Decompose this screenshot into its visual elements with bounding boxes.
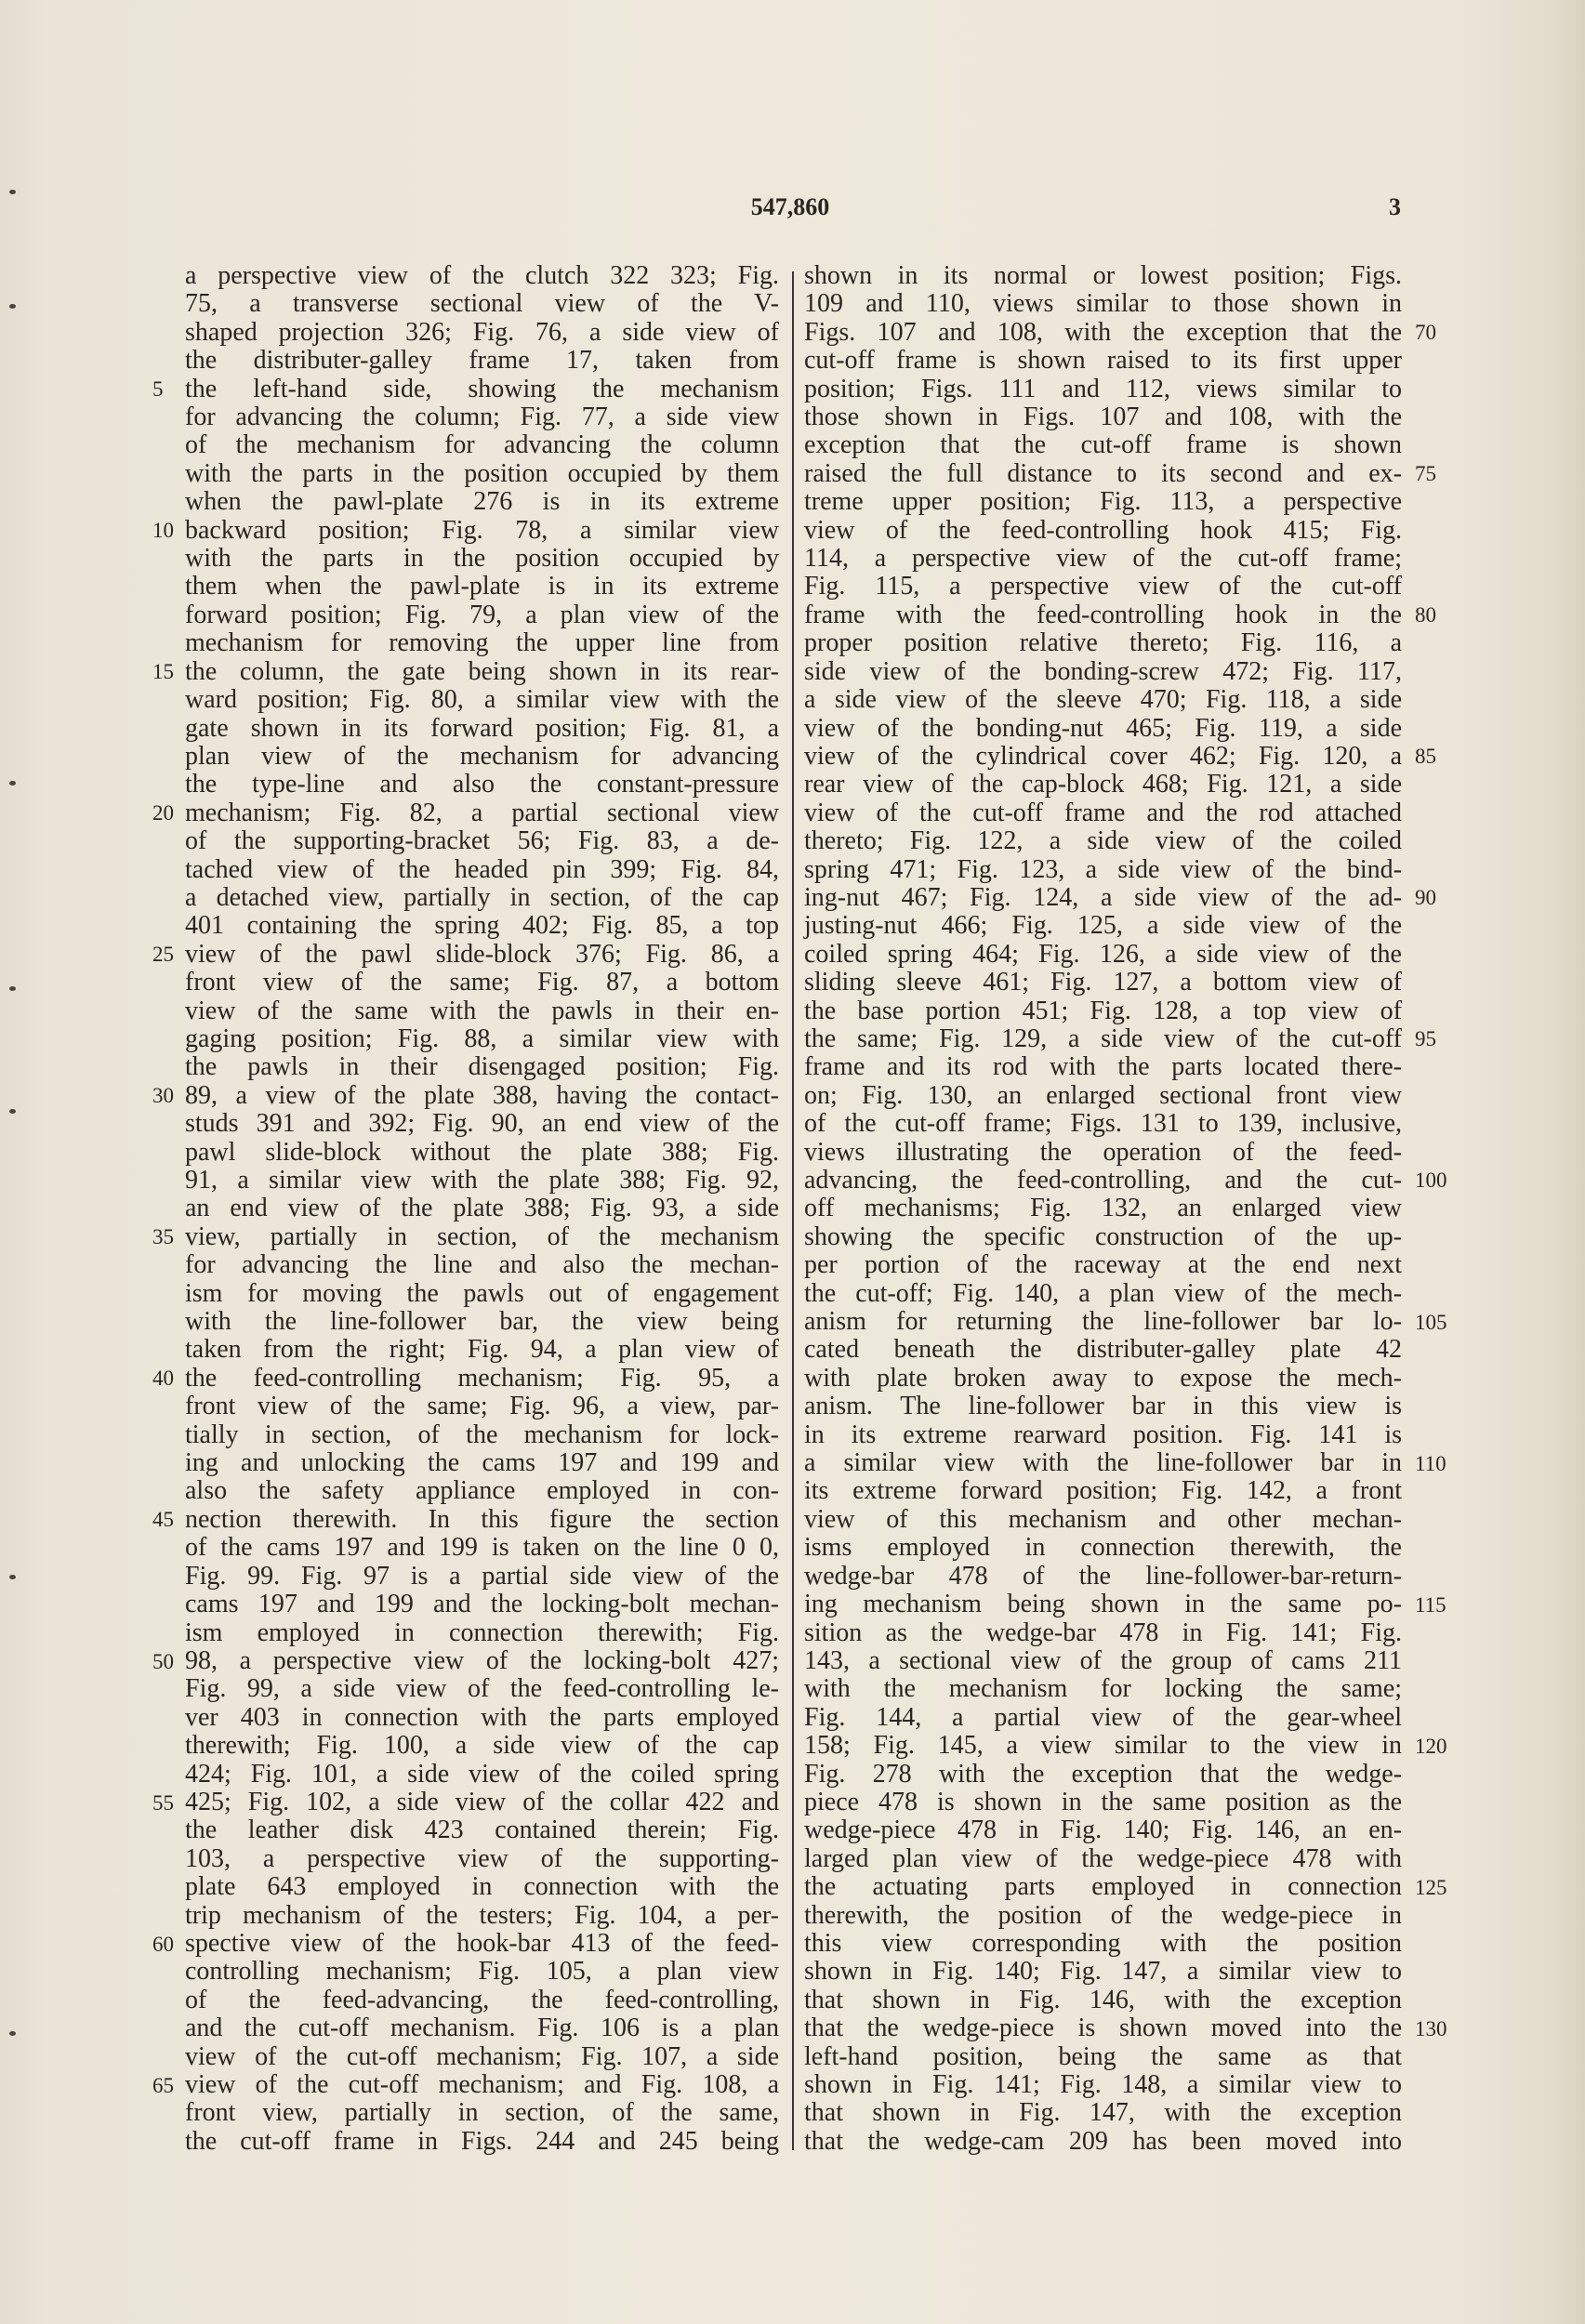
text-line: with plate broken away to expose the mech- — [804, 1363, 1402, 1393]
left-column — [152, 261, 779, 2156]
text-line: gate shown in its forward position; Fig. 81, a — [185, 713, 779, 743]
text-line: this view corresponding with the position — [804, 1928, 1402, 1958]
text-line: 75, a transverse sectional view of the V- — [185, 289, 779, 319]
text-line: view of the cut-off mechanism; Fig. 107, a side — [185, 2041, 779, 2071]
text-line: rear view of the cap-block 468; Fig. 121, a side — [804, 770, 1402, 799]
text-line: anism. The line-follower bar in this view is — [804, 1392, 1402, 1421]
text-line: left-hand position, being the same as that — [804, 2041, 1402, 2071]
text-line: the column, the gate being shown in its rear- — [185, 656, 779, 686]
text-line: view of this mechanism and other mechan- — [804, 1504, 1402, 1534]
margin-line-number: 120 — [1415, 1734, 1447, 1758]
text-line: them when the pawl-plate is in its extreme — [185, 572, 779, 601]
text-line: ward position; Fig. 80, a similar view with the — [185, 685, 779, 715]
text-line: view of the cylindrical cover 462; Fig. 120, a — [804, 741, 1402, 771]
text-line: position; Figs. 111 and 112, views similar to — [804, 374, 1402, 403]
text-line: view of the same with the pawls in their en- — [185, 996, 779, 1025]
text-line: therewith; Fig. 100, a side view of the cap — [185, 1731, 779, 1761]
text-line: a perspective view of the clutch 322 323; Fig. — [185, 261, 779, 290]
text-line: and the cut-off mechanism. Fig. 106 is a plan — [185, 2014, 779, 2043]
text-line: of the feed-advancing, the feed-controlling, — [185, 1985, 779, 2014]
binding-hole-mark — [9, 986, 16, 991]
text-line: Fig. 144, a partial view of the gear-wheel — [804, 1702, 1402, 1732]
text-line: sition as the wedge-bar 478 in Fig. 141; Fig. — [804, 1618, 1402, 1647]
text-line: raised the full distance to its second and ex- — [804, 458, 1402, 488]
text-line: shown in Fig. 141; Fig. 148, a similar view to — [804, 2070, 1402, 2099]
text-line: front view of the same; Fig. 96, a view, par- — [185, 1392, 779, 1421]
text-line: tially in section, of the mechanism for lock- — [185, 1419, 779, 1449]
text-line: the actuating parts employed in connection — [804, 1872, 1402, 1902]
text-line: treme upper position; Fig. 113, a perspective — [804, 487, 1402, 517]
text-line: nection therewith. In this figure the section — [185, 1504, 779, 1534]
margin-line-number: 20 — [152, 800, 174, 825]
text-line: that the wedge-piece is shown moved into the — [804, 2014, 1402, 2043]
text-line: tached view of the headed pin 399; Fig. 84, — [185, 854, 779, 884]
text-line: front view of the same; Fig. 87, a bottom — [185, 968, 779, 997]
margin-line-number: 95 — [1415, 1027, 1436, 1051]
text-line: spective view of the hook-bar 413 of the feed- — [185, 1928, 779, 1958]
text-line: shaped projection 326; Fig. 76, a side view of — [185, 317, 779, 347]
binding-hole-mark — [9, 781, 16, 786]
text-line: taken from the right; Fig. 94, a plan view of — [185, 1335, 779, 1365]
binding-hole-mark — [9, 190, 16, 194]
text-line: per portion of the raceway at the end next — [804, 1250, 1402, 1280]
text-line: proper position relative thereto; Fig. 116, a — [804, 628, 1402, 658]
text-line: with the parts in the position occupied by — [185, 544, 779, 574]
text-line: 91, a similar view with the plate 388; Fig. 92, — [185, 1166, 779, 1195]
text-line: 114, a perspective view of the cut-off frame; — [804, 544, 1402, 574]
text-line: cams 197 and 199 and the locking-bolt mechan- — [185, 1590, 779, 1619]
text-line: 424; Fig. 101, a side view of the coiled spring — [185, 1759, 779, 1789]
text-line: view of the bonding-nut 465; Fig. 119, a side — [804, 713, 1402, 743]
text-line: wedge-piece 478 in Fig. 140; Fig. 146, an en- — [804, 1816, 1402, 1845]
text-line: anism for returning the line-follower bar lo- — [804, 1307, 1402, 1337]
text-line: those shown in Figs. 107 and 108, with the — [804, 403, 1402, 432]
text-line: with the parts in the position occupied by them — [185, 458, 779, 488]
text-line: views illustrating the operation of the feed- — [804, 1137, 1402, 1167]
margin-line-number: 115 — [1415, 1592, 1446, 1617]
text-line: 103, a perspective view of the supporting- — [185, 1843, 779, 1873]
text-line: mechanism for removing the upper line from — [185, 628, 779, 658]
binding-hole-mark — [9, 1575, 16, 1579]
text-line: backward position; Fig. 78, a similar view — [185, 515, 779, 545]
text-line: controlling mechanism; Fig. 105, a plan view — [185, 1957, 779, 1987]
text-line: studs 391 and 392; Fig. 90, an end view of the — [185, 1109, 779, 1139]
margin-line-number: 70 — [1415, 320, 1436, 344]
text-line: for advancing the column; Fig. 77, a side view — [185, 403, 779, 432]
margin-line-number: 105 — [1415, 1310, 1447, 1334]
text-line: an end view of the plate 388; Fig. 93, a side — [185, 1194, 779, 1223]
text-line: the left-hand side, showing the mechanism — [185, 374, 779, 403]
text-line: isms employed in connection therewith, the — [804, 1533, 1402, 1563]
text-line: frame with the feed-controlling hook in the — [804, 600, 1402, 629]
text-line: Fig. 99, a side view of the feed-controlling le- — [185, 1674, 779, 1704]
text-line: plan view of the mechanism for advancing — [185, 741, 779, 771]
text-line: front view, partially in section, of the same, — [185, 2098, 779, 2128]
margin-line-number: 80 — [1415, 603, 1436, 627]
text-line: sliding sleeve 461; Fig. 127, a bottom view of — [804, 968, 1402, 997]
text-line: view of the feed-controlling hook 415; Fig. — [804, 515, 1402, 545]
text-line: its extreme forward position; Fig. 142, a front — [804, 1476, 1402, 1506]
text-line: ism employed in connection therewith; Fig. — [185, 1618, 779, 1647]
text-line: therewith, the position of the wedge-piece in — [804, 1900, 1402, 1930]
text-line: side view of the bonding-screw 472; Fig. 117, — [804, 656, 1402, 686]
text-line: frame and its rod with the parts located there- — [804, 1052, 1402, 1082]
margin-line-number: 25 — [152, 943, 174, 967]
text-line: shown in Fig. 140; Fig. 147, a similar view to — [804, 1957, 1402, 1987]
margin-line-number: 50 — [152, 1649, 174, 1673]
text-line: the feed-controlling mechanism; Fig. 95, a — [185, 1363, 779, 1393]
text-line: trip mechanism of the testers; Fig. 104, a per- — [185, 1900, 779, 1930]
margin-line-number: 85 — [1415, 745, 1436, 769]
text-line: exception that the cut-off frame is shown — [804, 430, 1402, 460]
binding-hole-mark — [9, 304, 16, 309]
page-number: 3 — [1389, 193, 1401, 220]
text-line: showing the specific construction of the up- — [804, 1221, 1402, 1251]
text-line: ing-nut 467; Fig. 124, a side view of the ad- — [804, 882, 1402, 912]
text-line: ism for moving the pawls out of engagement — [185, 1278, 779, 1308]
text-line: the type-line and also the constant-pressure — [185, 770, 779, 799]
text-line: 89, a view of the plate 388, having the contact- — [185, 1080, 779, 1110]
margin-line-number: 35 — [152, 1225, 174, 1249]
text-line: 401 containing the spring 402; Fig. 85, a top — [185, 911, 779, 941]
text-line: justing-nut 466; Fig. 125, a side view of the — [804, 911, 1402, 941]
text-line: Figs. 107 and 108, with the exception that the — [804, 317, 1402, 347]
text-line: shown in its normal or lowest position; Figs. — [804, 261, 1402, 290]
margin-line-number: 10 — [152, 518, 174, 542]
margin-line-number: 65 — [152, 2073, 174, 2097]
text-line: cated beneath the distributer-galley plate 42 — [804, 1335, 1402, 1365]
text-line: of the cams 197 and 199 is taken on the line 0 0, — [185, 1533, 779, 1563]
text-line: with the mechanism for locking the same; — [804, 1674, 1402, 1704]
margin-line-number: 90 — [1415, 886, 1436, 910]
margin-line-number: 130 — [1415, 2017, 1447, 2041]
text-line: view, partially in section, of the mechanism — [185, 1221, 779, 1251]
text-line: the cut-off; Fig. 140, a plan view of the mech- — [804, 1278, 1402, 1308]
margin-line-number: 30 — [152, 1084, 174, 1108]
text-line: thereto; Fig. 122, a side view of the coiled — [804, 826, 1402, 856]
text-line: the pawls in their disengaged position; Fig. — [185, 1052, 779, 1082]
text-line: mechanism; Fig. 82, a partial sectional view — [185, 798, 779, 827]
text-line: 98, a perspective view of the locking-bolt 427; — [185, 1645, 779, 1675]
text-line: plate 643 employed in connection with the — [185, 1872, 779, 1902]
right-column — [804, 261, 1447, 2156]
text-line: with the line-follower bar, the view being — [185, 1307, 779, 1337]
margin-line-number: 45 — [152, 1508, 174, 1532]
text-line: 158; Fig. 145, a view similar to the view in — [804, 1731, 1402, 1761]
text-line: for advancing the line and also the mechan- — [185, 1250, 779, 1280]
text-line: of the mechanism for advancing the column — [185, 430, 779, 460]
text-line: advancing, the feed-controlling, and the cut- — [804, 1166, 1402, 1195]
margin-line-number: 15 — [152, 659, 174, 683]
text-line: piece 478 is shown in the same position as the — [804, 1787, 1402, 1816]
column-divider — [792, 271, 794, 2150]
margin-line-number: 125 — [1415, 1875, 1447, 1899]
text-line: gaging position; Fig. 88, a similar view with — [185, 1023, 779, 1053]
text-line: view of the pawl slide-block 376; Fig. 86, a — [185, 939, 779, 969]
text-line: a similar view with the line-follower bar in — [804, 1448, 1402, 1478]
text-line: the cut-off frame in Figs. 244 and 245 being — [185, 2126, 779, 2156]
text-line: of the supporting-bracket 56; Fig. 83, a de- — [185, 826, 779, 856]
text-line: that shown in Fig. 147, with the exception — [804, 2098, 1402, 2128]
text-line: also the safety appliance employed in con- — [185, 1476, 779, 1506]
margin-line-number: 110 — [1415, 1451, 1446, 1475]
text-line: pawl slide-block without the plate 388; Fig. — [185, 1137, 779, 1167]
text-line: 109 and 110, views similar to those shown in — [804, 289, 1402, 319]
margin-line-number: 5 — [152, 376, 164, 401]
text-line: ver 403 in connection with the parts employed — [185, 1702, 779, 1732]
text-line: view of the cut-off mechanism; and Fig. 108, a — [185, 2070, 779, 2099]
text-line: ing mechanism being shown in the same po- — [804, 1590, 1402, 1619]
text-line: the same; Fig. 129, a side view of the cut-off — [804, 1023, 1402, 1053]
text-line: forward position; Fig. 79, a plan view of the — [185, 600, 779, 629]
text-line: a detached view, partially in section, of the cap — [185, 882, 779, 912]
binding-hole-mark — [9, 2031, 16, 2036]
text-line: that shown in Fig. 146, with the exception — [804, 1985, 1402, 2014]
text-line: Fig. 115, a perspective view of the cut-off — [804, 572, 1402, 601]
text-line: of the cut-off frame; Figs. 131 to 139, inclusive, — [804, 1109, 1402, 1139]
margin-line-number: 100 — [1415, 1169, 1447, 1193]
text-line: spring 471; Fig. 123, a side view of the bind- — [804, 854, 1402, 884]
text-line: view of the cut-off frame and the rod attached — [804, 798, 1402, 827]
text-line: coiled spring 464; Fig. 126, a side view of the — [804, 939, 1402, 969]
text-line: off mechanisms; Fig. 132, an enlarged view — [804, 1194, 1402, 1223]
text-line: in its extreme rearward position. Fig. 141 is — [804, 1419, 1402, 1449]
text-line: the leather disk 423 contained therein; Fig. — [185, 1816, 779, 1845]
text-line: Fig. 278 with the exception that the wedge- — [804, 1759, 1402, 1789]
text-line: Fig. 99. Fig. 97 is a partial side view of the — [185, 1561, 779, 1591]
margin-line-number: 55 — [152, 1790, 174, 1815]
text-line: when the pawl-plate 276 is in its extreme — [185, 487, 779, 517]
patent-number: 547,860 — [750, 193, 830, 220]
binding-hole-mark — [9, 1109, 16, 1114]
text-line: a side view of the sleeve 470; Fig. 118, a side — [804, 685, 1402, 715]
text-line: the base portion 451; Fig. 128, a top view of — [804, 996, 1402, 1025]
text-line: wedge-bar 478 of the line-follower-bar-return- — [804, 1561, 1402, 1591]
margin-line-number: 60 — [152, 1932, 174, 1956]
margin-line-number: 40 — [152, 1367, 174, 1391]
text-line: 143, a sectional view of the group of cams 211 — [804, 1645, 1402, 1675]
text-line: ing and unlocking the cams 197 and 199 and — [185, 1448, 779, 1478]
text-line: cut-off frame is shown raised to its first upper — [804, 346, 1402, 376]
text-line: that the wedge-cam 209 has been moved into — [804, 2126, 1402, 2156]
text-line: the distributer-galley frame 17, taken from — [185, 346, 779, 376]
text-line: on; Fig. 130, an enlarged sectional front view — [804, 1080, 1402, 1110]
text-line: 425; Fig. 102, a side view of the collar 422 and — [185, 1787, 779, 1816]
text-line: larged plan view of the wedge-piece 478 with — [804, 1843, 1402, 1873]
margin-line-number: 75 — [1415, 461, 1436, 485]
